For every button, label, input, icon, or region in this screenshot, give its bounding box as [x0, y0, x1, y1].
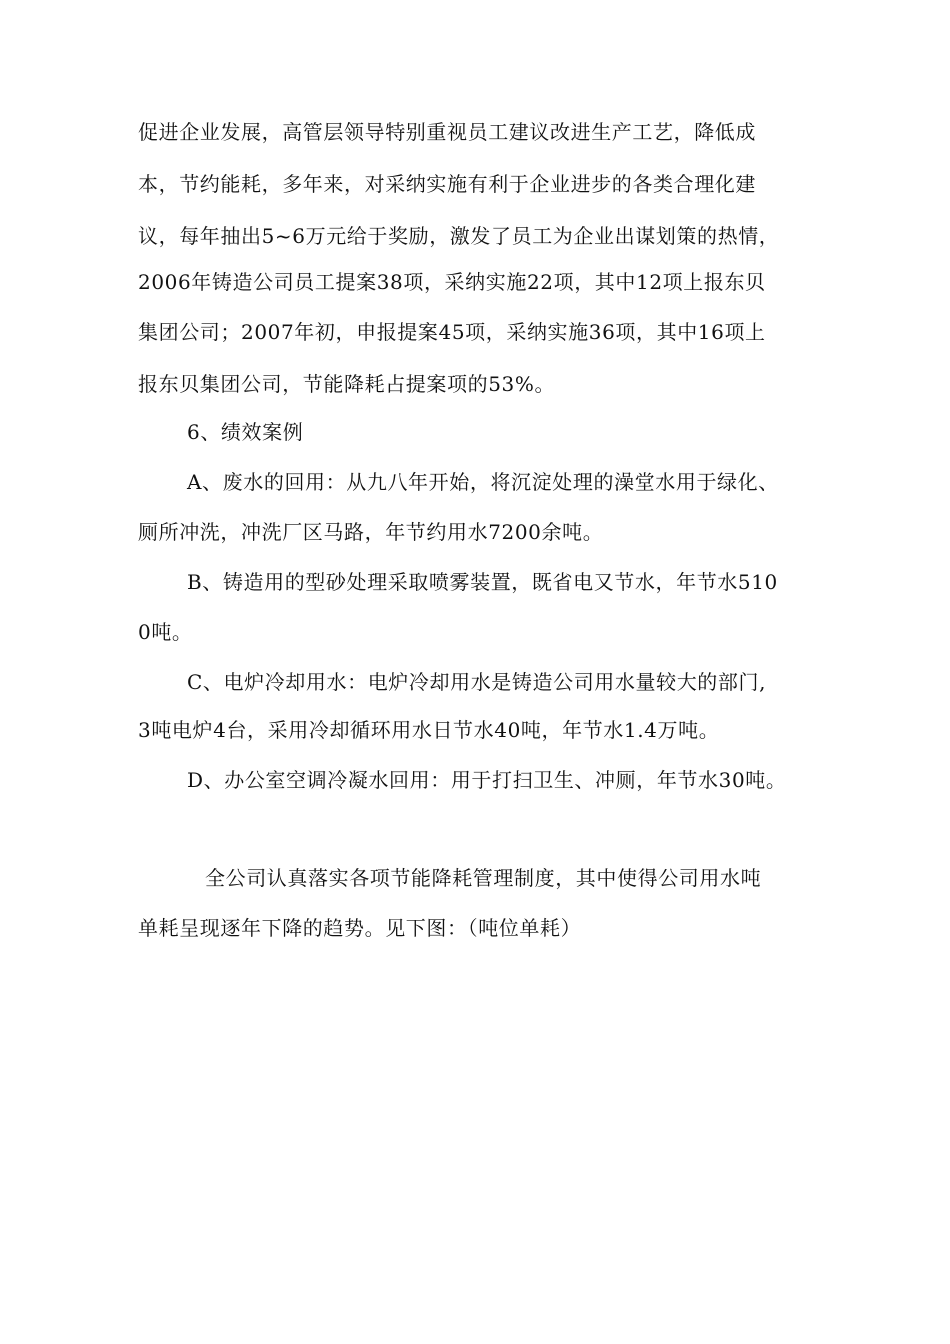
case-a-line: 厕所冲洗，冲洗厂区马路，年节约用水7200余吨。	[138, 520, 604, 544]
paragraph-line: 集团公司；2007年初，申报提案45项，采纳实施36项，其中16项上	[138, 320, 766, 344]
case-b-line: B、铸造用的型砂处理采取喷雾装置，既省电又节水，年节水510	[187, 570, 778, 594]
case-c-line: C、电炉冷却用水：电炉冷却用水是铸造公司用水量较大的部门,	[187, 670, 767, 694]
closing-line: 全公司认真落实各项节能降耗管理制度，其中使得公司用水吨	[205, 866, 762, 890]
paragraph-line: 报东贝集团公司，节能降耗占提案项的53%。	[138, 372, 556, 396]
case-a-line: A、废水的回用：从九八年开始，将沉淀处理的澡堂水用于绿化、	[187, 470, 779, 494]
case-c-line: 3吨电炉4台，采用冷却循环用水日节水40吨，年节水1.4万吨。	[138, 718, 720, 742]
paragraph-line: 本，节约能耗，多年来，对采纳实施有利于企业进步的各类合理化建	[138, 172, 756, 196]
paragraph-line: 议，每年抽出5~6万元给于奖励，激发了员工为企业出谋划策的热情，	[138, 224, 780, 248]
case-d-line: D、办公室空调冷凝水回用：用于打扫卫生、冲厕，年节水30吨。	[187, 768, 787, 792]
case-b-line: 0吨。	[138, 620, 193, 644]
paragraph-line: 2006年铸造公司员工提案38项，采纳实施22项，其中12项上报东贝	[138, 270, 766, 294]
paragraph-line: 促进企业发展，高管层领导特别重视员工建议改进生产工艺，降低成	[138, 120, 756, 144]
closing-line: 单耗呈现逐年下降的趋势。见下图：（吨位单耗）	[138, 916, 582, 940]
section-heading: 6、绩效案例	[187, 420, 304, 444]
